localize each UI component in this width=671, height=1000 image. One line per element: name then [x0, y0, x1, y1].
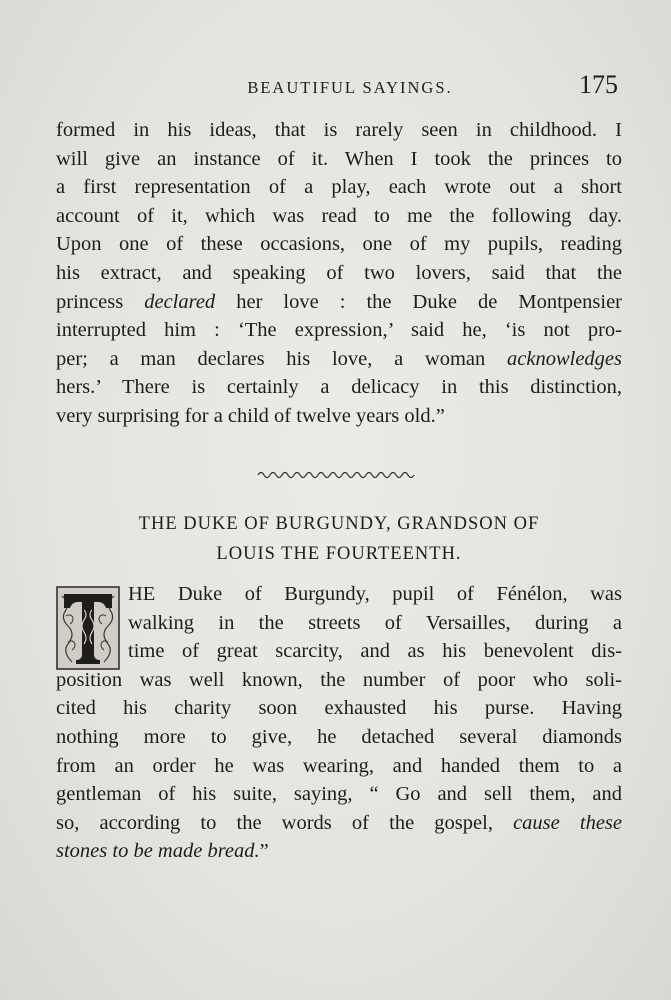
wavy-rule-ornament	[256, 468, 416, 482]
section-title-line: LOUIS THE FOURTEENTH.	[216, 544, 462, 564]
text-line: hers.’ There is certainly a delicacy in this distinction,	[56, 376, 622, 399]
section-title-line: THE DUKE OF BURGUNDY, GRANDSON OF	[138, 514, 540, 534]
text-line: cited his charity soon exhausted his purse. Having	[56, 697, 622, 720]
italic-emphasis: acknowledges	[507, 347, 622, 370]
text-line	[56, 345, 622, 374]
text-line: HE Duke of Burgundy, pupil of Fénélon, was	[128, 583, 622, 605]
italic-emphasis: cause these	[513, 811, 623, 834]
text-line: his extract, and speaking of two lovers, said that the	[56, 261, 622, 284]
running-head	[52, 72, 620, 102]
section-body	[56, 580, 622, 866]
text-run: princess	[56, 290, 145, 313]
text-line: position was well known, the number of poor who soli-	[56, 668, 622, 691]
text-line: nothing more to give, he detached several diamonds	[56, 725, 622, 748]
text-line	[56, 288, 622, 317]
text-line: walking in the streets of Versailles, during a	[128, 611, 622, 634]
text-line: Upon one of these occasions, one of my pupils, reading	[56, 233, 622, 256]
text-run: her love : the Duke de Montpensier	[215, 290, 622, 313]
text-line: gentleman of his suite, saying, “ Go and sell them, and	[56, 783, 622, 806]
text-line: formed in his ideas, that is rarely seen in childhood. I	[56, 119, 622, 141]
italic-emphasis: stones to be made bread.	[56, 840, 260, 863]
text-run: per; a man declares his love, a woman	[56, 347, 507, 370]
page-number: 175	[579, 70, 618, 99]
text-line	[56, 837, 622, 866]
text-line: from an order he was wearing, and handed them to a	[56, 754, 622, 777]
text-run: ”	[259, 840, 269, 863]
text-line: will give an instance of it. When I took the princes to	[56, 147, 622, 170]
running-title: BEAUTIFUL SAYINGS.	[247, 78, 453, 97]
text-line: time of great scarcity, and as his benevolent dis-	[128, 640, 622, 663]
text-run: so, according to the words of the gospel,	[56, 811, 514, 834]
text-line: account of it, which was read to me the following day.	[56, 204, 622, 227]
text-line: a first representation of a play, each wrote out a short	[56, 176, 622, 199]
text-line: very surprising for a child of twelve years old.”	[56, 404, 445, 427]
text-line: interrupted him : ‘The expression,’ said he, ‘is not pro-	[56, 319, 622, 342]
paragraph-continued	[56, 116, 622, 431]
italic-emphasis: declared	[144, 290, 216, 313]
text-line	[56, 809, 622, 838]
